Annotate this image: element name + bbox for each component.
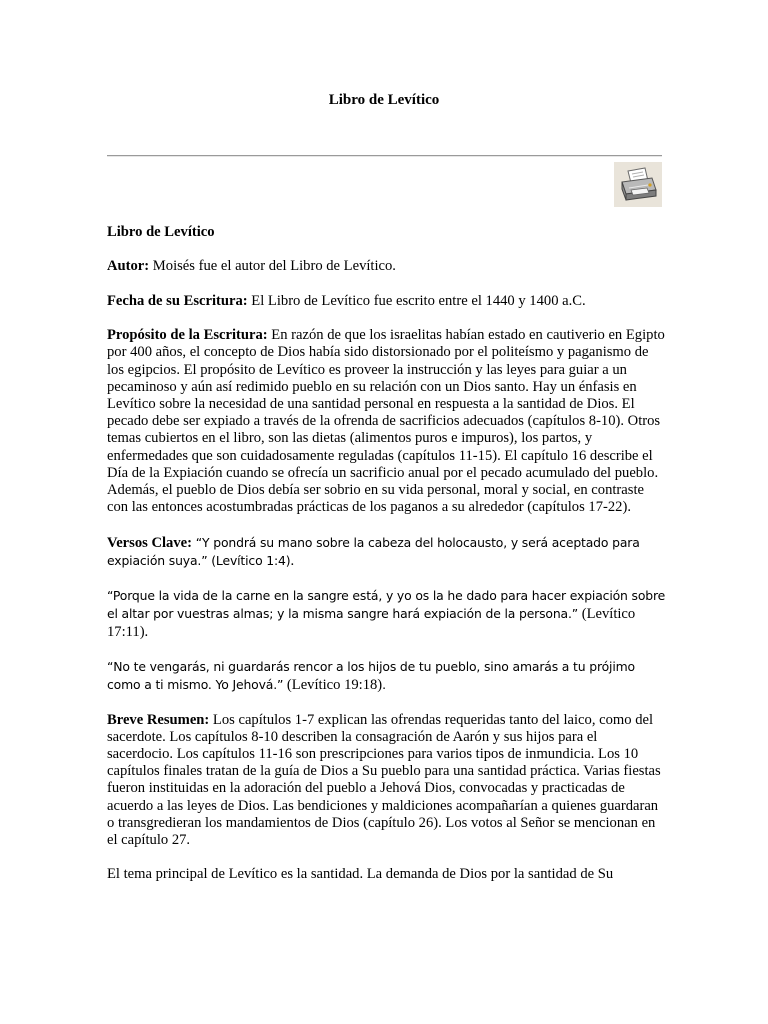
purpose-label: Propósito de la Escritura: [107,327,268,344]
author-label: Autor: [107,258,150,275]
printer-icon [614,162,662,207]
date-paragraph [107,293,667,310]
verse-text: . [290,552,295,569]
verse-text: “Y pondrá su mano sobre la cabeza del holocausto, y será aceptado para expiación suya.” (Levítico 1:4) [107,534,640,568]
verse-reference: (Levítico 17:11). [107,606,636,640]
date-label: Fecha de su Escritura: [107,292,248,309]
verse-text: . [382,677,386,693]
verse-text: “Porque la vida de la carne en la sangre está, y yo os la he dado para hacer expiación sobre el altar por vuestras almas; y la misma sangre hará expiación de la persona.” [107,588,666,622]
verse-reference: (Levítico 19:18) [283,677,383,694]
key-verses-paragraph [107,534,667,570]
verse-text: “No te vengarás, ni guardarás rencor a los hijos de tu pueblo, sino amarás a tu prójimo como a ti mismo. Yo Jehová.” [107,658,635,693]
author-paragraph [107,258,667,275]
verse-paragraph [107,658,667,694]
section-heading: Libro de Levítico [107,224,215,240]
summary-label: Breve Resumen: [107,711,210,728]
document-body [107,224,667,901]
date-text: El Libro de Levítico fue escrito entre el 1440 y 1400 a.C. [247,292,586,309]
page-title: Libro de Levítico [328,92,440,108]
summary-paragraph [107,712,667,850]
horizontal-divider [107,155,662,157]
purpose-text: En razón de que los israelitas habían estado en cautiverio en Egipto por 400 años, el concepto de Dios había sido distorsionado por el politeísmo y paganismo de los egipcios. El propósito de Levítico es proveer la instrucción y las leyes para guiar a un pecaminoso y aún así redimido pueblo en su relación con un Dios santo. Hay un énfasis en Levítico sobre la necesidad de una santidad personal en respuesta a la santidad de Dios. El pecado debe ser expiado a través de la ofrenda de sacrificios adecuados (capítulos 8-10). Otros temas cubiertos en el libro, son las dietas (alimentos puros e impuros), los partos, y enfermedades que son cuidadosamente reguladas (capítulos 11-15). El capítulo 16 describe el Día de la Expiación cuando se ofrecía un sacrificio anual por el pecado acumulado del pueblo. Además, el pueblo de Dios debía ser sobrio en su vida personal, moral y social, en contraste con las entonces acostumbradas prácticas de los paganos a su alrededor (capítulos 17-22). [107,327,665,516]
theme-paragraph: El tema principal de Levítico es la santidad. La demanda de Dios por la santidad de Su [107,866,614,883]
summary-text: Los capítulos 1-7 explican las ofrendas requeridas tanto del laico, como del sacerdote. Los capítulos 8-10 describen la consagración de Aarón y sus hijos para el sacerdocio. Los capítulos 11-16 son prescripciones para varios tipos de inmundicia. Los 10 capítulos finales tratan de la guía de Dios a Su pueblo para una santidad práctica. Varias fiestas fueron instituidas en la adoración del pueblo a Jehová Dios, convocadas y practicadas de acuerdo a las leyes de Dios. Las bendiciones y maldiciones acompañarían a quienes guardaran o transgredieran los mandamientos de Dios (capítulo 26). Los votos al Señor se mencionan en el capítulo 27. [107,711,661,848]
print-button[interactable] [614,162,662,207]
key-verses-label: Versos Clave: [107,534,192,551]
verse-paragraph [107,587,667,641]
purpose-paragraph [107,327,667,516]
author-text: Moisés fue el autor del Libro de Levítico. [149,258,396,275]
